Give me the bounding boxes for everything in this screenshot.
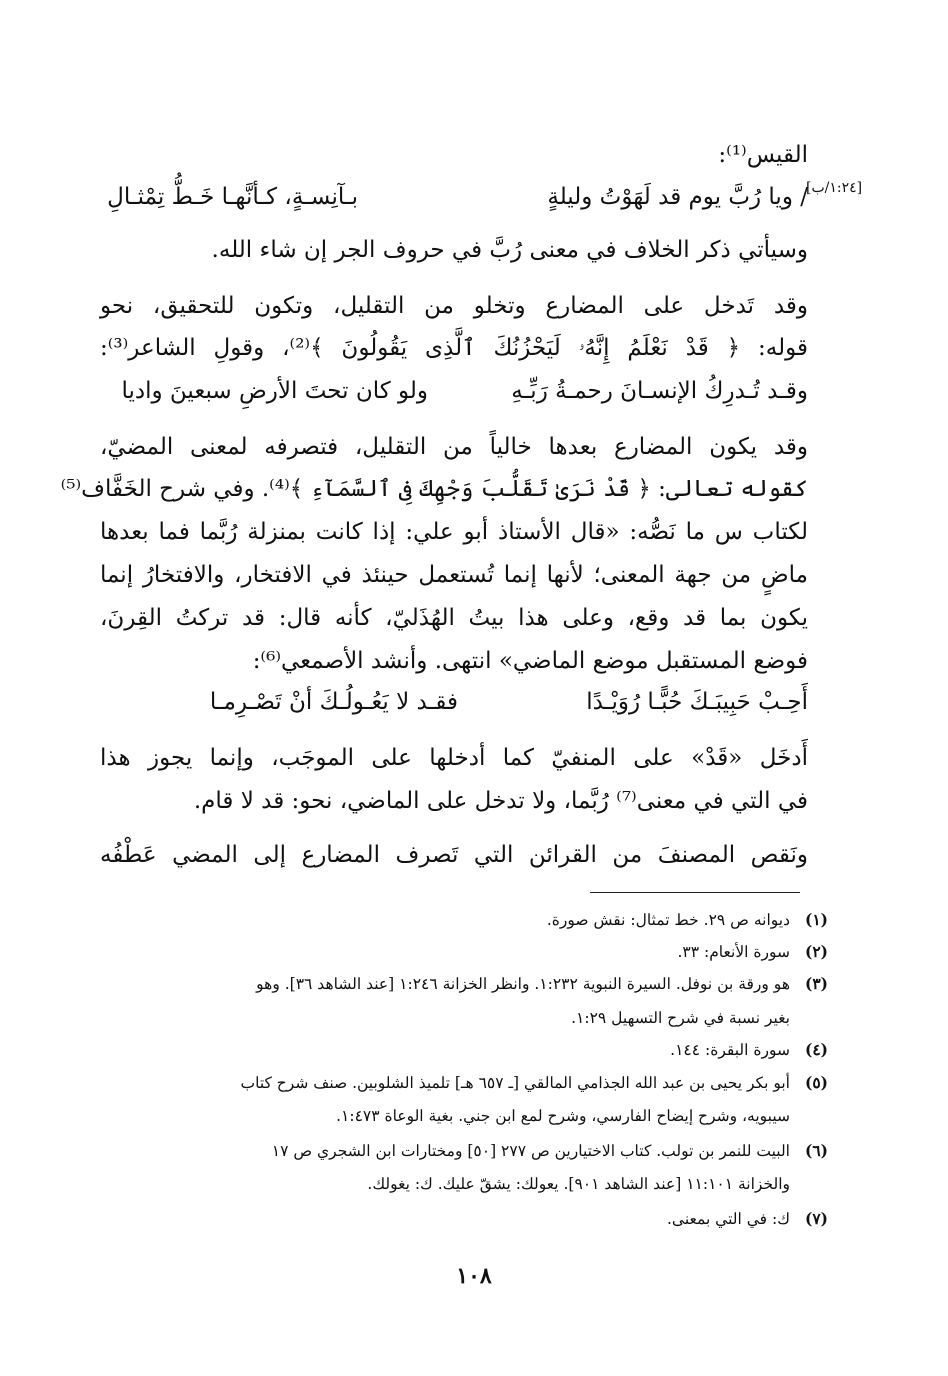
footnote-number: (٤) (804, 1040, 828, 1059)
page-number: ١٠٨ (456, 1263, 492, 1289)
main-text (60, 0, 808, 880)
footnote-number: (١) (804, 910, 828, 929)
footnote-text: سيبويه، وشرح إيضاح الفارسي، وشرح لمع ابن جني. بغية الوعاة ١:٤٧٣. (336, 1107, 790, 1125)
paragraph-line: يكون بما قد وقع، وعلى هذا بيتُ الهُذَليّ، كأنه قال: قد تركتُ القِرنَ، (100, 605, 808, 631)
verse3-first-hemistich: أَحِـبْ حَبِيبَـكَ حُبًّـا رُوَيْـدًا (586, 689, 808, 715)
paragraph-line: قوله: ﴿ قَدْ نَعْلَمُ إِنَّهُۥ لَيَحْزُنُكَ ٱلَّذِى يَقُولُونَ ﴾⁽²⁾، وقولِ الشاعر⁽³⁾: (100, 335, 808, 361)
paragraph-line: أَدخَل «قَدْ» على المنفيّ كما أدخلها على الموجَب، وإنما يجوز هذا (100, 745, 808, 771)
footnote-text: أبو بكر يحيى بن عبد الله الجذامي المالقي [ـ ٦٥٧ هـ] تلميذ الشلوبين. صنف شرح كتاب (240, 1074, 790, 1092)
footnote-text: ك: في التي بمعنى. (666, 1210, 790, 1228)
paragraph-line: فوضع المستقبل موضع الماضي» انتهى. وأنشد الأصمعي⁽⁶⁾: (252, 648, 808, 674)
footnote-text: البيت للنمر بن تولب. كتاب الاختيارين ص ٢٧٧ [٥٠] ومختارات ابن الشجري ص ١٧ (271, 1142, 790, 1160)
footnote-text: سورة البقرة: ١٤٤. (670, 1041, 790, 1059)
footnote-text: هو ورقة بن نوفل. السيرة النبوية ١:٢٣٢. وانظر الخزانة ١:٢٤٦ [عند الشاهد ٣٦]. وهو (256, 975, 790, 993)
footnote-number: (٢) (804, 942, 828, 961)
manuscript-folio-reference: [١:٢٤/ب] (806, 180, 863, 196)
verse2-second-hemistich: ولو كان تحتَ الأرضِ سبعينَ واديا (121, 378, 428, 404)
paragraph-line: ماضٍ من جهة المعنى؛ لأنها إنما تُستعمل حينئذ في الافتخار، والافتخارُ إنما (100, 562, 808, 588)
footnote-number: (٣) (804, 974, 828, 993)
paragraph-line: كقوله تعالى: ﴿ قَدْ نَرَىٰ تَقَلُّبَ وَجْهِكَ فِى ٱلسَّمَآءِ ﴾⁽⁴⁾. وفي شرح الخَفَّاف⁽⁵⁾ (60, 476, 808, 502)
footnote-number: (٥) (804, 1073, 828, 1092)
paragraph-line: في التي في معنى⁽⁷⁾ رُبَّما، ولا تدخل على الماضي، نحو: قد لا قام. (193, 788, 808, 814)
footnote-number: (٧) (804, 1209, 828, 1228)
verse2-first-hemistich: وقـد تُـدرِكُ الإنسـانَ رحمـةُ رَبِّـهِ (511, 378, 808, 404)
verse1-second-hemistich: بـآنِسـةٍ، كـأنَّهـا خَـطُّ تِمْثـالِ (107, 184, 358, 210)
paragraph-line: ونَقص المصنفَ من القرائن التي تَصرف المضارع إلى المضي عَطْفُه (100, 842, 808, 868)
footnote-text: سورة الأنعام: ٣٣. (677, 943, 790, 961)
line-khilaf: وسيأتي ذكر الخلاف في معنى رُبَّ في حروف الجر إن شاء الله. (211, 237, 808, 263)
footnote-separator (590, 892, 800, 893)
paragraph-line: لكتاب س ما نَصُّه: «قال الأستاذ أبو علي: إذا كانت بمنزلة رُبَّما فما بعدها (100, 519, 808, 545)
footnote-text: بغير نسبة في شرح التسهيل ١:٢٩. (571, 1009, 790, 1027)
footnote-number: (٦) (804, 1141, 828, 1160)
paragraph-line: وقد تَدخل على المضارع وتخلو من التقليل، وتكون للتحقيق، نحو (100, 293, 808, 319)
footnote-text: ديوانه ص ٢٩. خط تمثال: نقش صورة. (546, 911, 790, 929)
footnote-text: والخزانة ١١:١٠١ [عند الشاهد ٩٠١]. يعولك: يشقّ عليك. ك: يغولك. (367, 1175, 790, 1193)
line-intro: القيس⁽¹⁾: (718, 142, 808, 168)
verse3-second-hemistich: فقـد لا يَعُـولُـكَ أنْ تَصْـرِمـا (209, 689, 458, 715)
paragraph-line: وقد يكون المضارع بعدها خالياً من التقليل، فتصرفه لمعنى المضيّ، (100, 434, 808, 460)
verse1-first-hemistich: / ويا رُبَّ يوم قد لَهَوْتُ وليلةٍ (547, 184, 808, 210)
